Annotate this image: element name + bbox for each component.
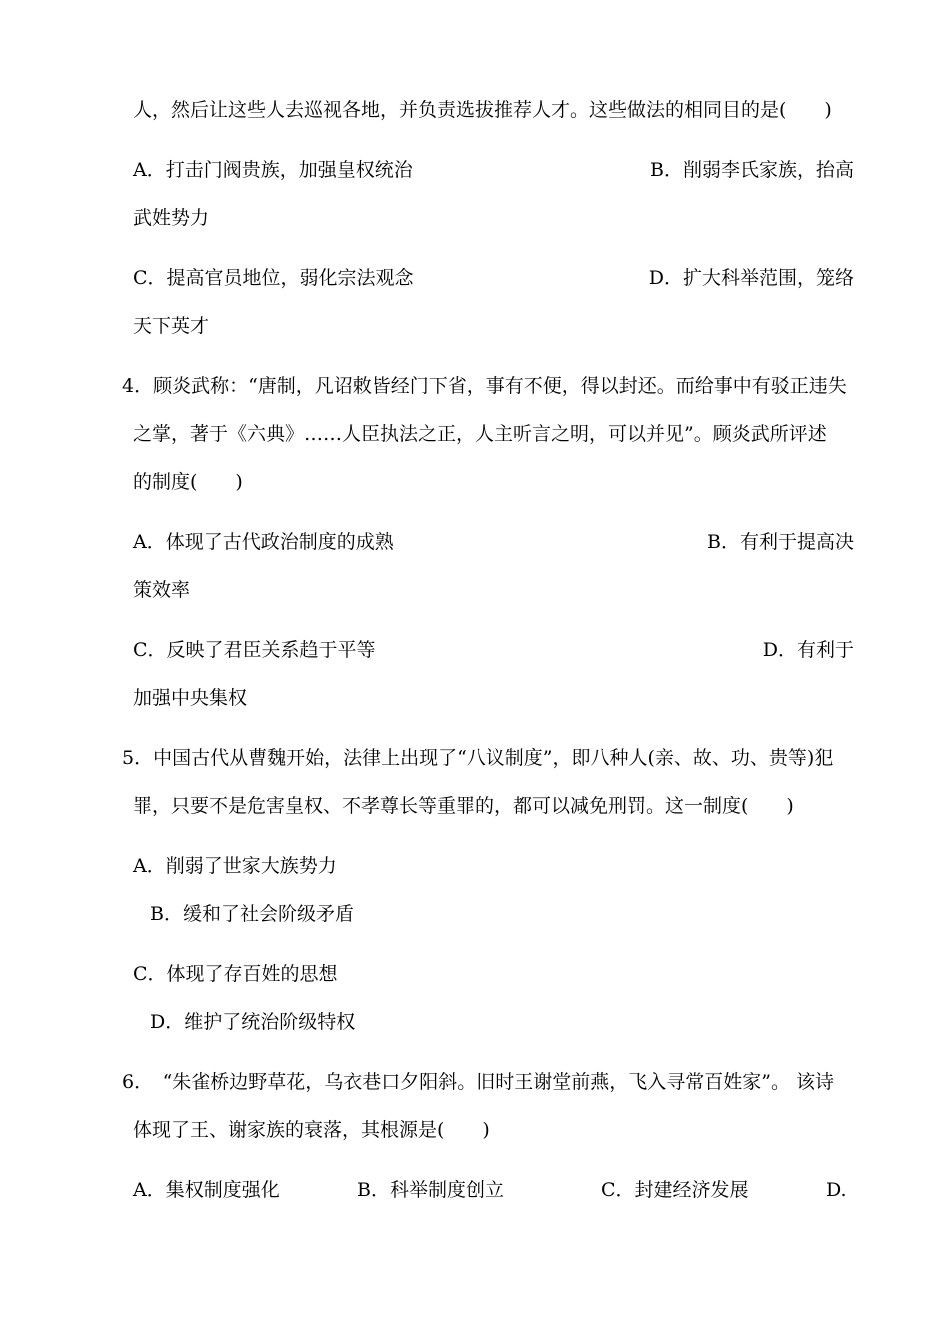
- q6-option-d: D.: [826, 1179, 847, 1201]
- q5-stem-line1: 5．中国古代从曹魏开始，法律上出现了“八议制度”，即八种人(亲、故、功、贵等)犯: [122, 747, 834, 769]
- q6-option-a: A．集权制度强化: [133, 1179, 280, 1201]
- q4-option-b-head: B．有利于提高决: [707, 531, 854, 553]
- q3-stem-tail: 人，然后让这些人去巡视各地，并负责选拔推荐人才。这些做法的相同目的是( ): [133, 99, 832, 121]
- q3-option-b-tail: 武姓势力: [133, 207, 210, 229]
- q5-option-d: D．维护了统治阶级特权: [150, 1011, 356, 1033]
- q5-option-c: C．体现了存百姓的思想: [133, 963, 338, 985]
- q6-option-c: C．封建经济发展: [601, 1179, 749, 1201]
- q4-stem-line1: 4．顾炎武称：“唐制，凡诏敕皆经门下省，事有不便，得以封还。而给事中有驳正违失: [122, 375, 847, 397]
- q6-stem-line1: 6． “朱雀桥边野草花，乌衣巷口夕阳斜。旧时王谢堂前燕，飞入寻常百姓家”。 该诗: [122, 1071, 835, 1093]
- q4-option-d-tail: 加强中央集权: [133, 687, 248, 709]
- q3-option-d-tail: 天下英才: [133, 315, 210, 337]
- q5-option-a: A．削弱了世家大族势力: [133, 855, 337, 877]
- q4-stem-line2: 之掌，著于《六典》……人臣执法之正，人主听言之明，可以并见”。顾炎武所评述: [133, 423, 827, 445]
- q4-stem-line3: 的制度( ): [133, 471, 243, 493]
- q4-option-c: C．反映了君臣关系趋于平等: [133, 639, 376, 661]
- q3-option-c: C．提高官员地位，弱化宗法观念: [133, 267, 414, 289]
- q5-option-b: B．缓和了社会阶级矛盾: [150, 903, 354, 925]
- q4-option-b-tail: 策效率: [133, 579, 191, 601]
- q4-option-a: A．体现了古代政治制度的成熟: [133, 531, 394, 553]
- q5-stem-line2: 罪，只要不是危害皇权、不孝尊长等重罪的，都可以减免刑罚。这一制度( ): [133, 795, 794, 817]
- q6-option-b: B．科举制度创立: [357, 1179, 504, 1201]
- q6-stem-line2: 体现了王、谢家族的衰落，其根源是( ): [133, 1119, 490, 1141]
- q3-option-b-head: B．削弱李氏家族，抬高: [650, 159, 854, 181]
- q3-option-a: A．打击门阀贵族，加强皇权统治: [133, 159, 413, 181]
- q4-option-d-head: D．有利于: [762, 639, 854, 661]
- q3-option-d-head: D．扩大科举范围，笼络: [648, 267, 854, 289]
